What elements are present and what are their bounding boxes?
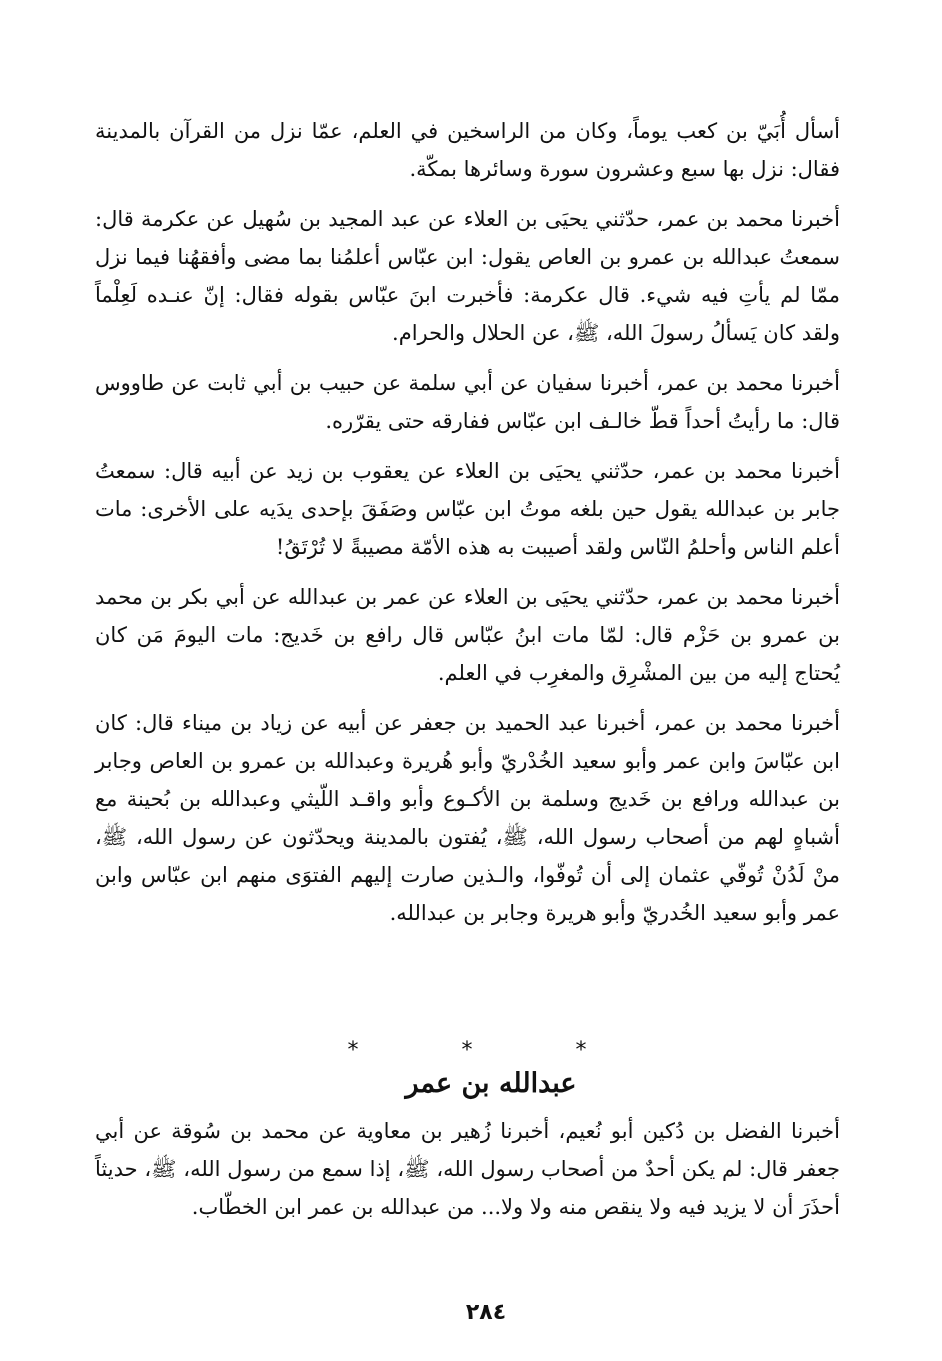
paragraph-3: أخبرنا محمد بن عمر، أخبرنا سفيان عن أبي سلمة عن حبيب بن أبي ثابت عن طاووس قال: ما رأيتُ أحداً قطّ خالـف ابن عبّاس ففارقه حتى يقرّره.: [95, 371, 840, 433]
paragraph-4: أخبرنا محمد بن عمر، حدّثني يحيَى بن العلاء عن يعقوب بن زيد عن أبيه قال: سمعتُ جابر بن عبدالله يقول حين بلغه موتُ ابن عبّاس وصَفَقَ بإحدى يدَيه على الأخرى: مات أعلم الناس وأحلمُ النّاس ولقد أصيبت به هذه الأمّة مصيبةً لا تُرْتَقُ!: [95, 459, 840, 559]
page-number: ٢٨٤: [465, 1300, 507, 1325]
section-separator: * * *: [347, 1038, 635, 1063]
paragraph-1: أسأل أُبَيّ بن كعب يوماً، وكان من الراسخين في العلم، عمّا نزل من القرآن بالمدينة فقال: نزل بها سبع وعشرون سورة وسائرها بمكّة.: [95, 119, 840, 181]
paragraph-2: أخبرنا محمد بن عمر، حدّثني يحيَى بن العلاء عن عبد المجيد بن سُهيل عن عكرمة قال: سمعتُ عبدالله بن عمرو بن العاص يقول: ابن عبّاس أعلمُنا بما مضى وأفقهُنا فيما نزل ممّا لم يأتِ فيه شيء. قال عكرمة: فأخبرت ابنَ عبّاس بقوله فقال: إنّ عنـده لَعِلْماً ولقد كان يَسألُ رسولَ الله، ﷺ، عن الحلال والحرام.: [95, 207, 840, 345]
paragraph-6: أخبرنا محمد بن عمر، أخبرنا عبد الحميد بن جعفر عن أبيه عن زياد بن ميناء قال: كان ابن عبّاسَ وابن عمر وأبو سعيد الخُدْريّ وأبو هُريرة وعبدالله بن عمرو بن العاص وجابر بن عبدالله ورافع بن خَديج وسلمة بن الأكـوع وأبو واقـد اللّيثي وعبدالله بن بُحينة مع أشباهٍ لهم من أصحاب رسول الله، ﷺ، يُفتون بالمدينة ويحدّثون عن رسول الله، ﷺ، منْ لَدُنْ تُوفّي عثمان إلى أن تُوفّوا، والـذين صارت إليهم الفتوَى منهم ابن عبّاس وابن عمر وأبو سعيد الخُدريّ وأبو هريرة وجابر بن عبدالله.: [95, 711, 840, 925]
section-title: عبدالله بن عمر: [405, 1068, 577, 1099]
paragraph-5: أخبرنا محمد بن عمر، حدّثني يحيَى بن العلاء عن عمر بن عبدالله عن أبي بكر بن محمد بن عمرو بن حَزْم قال: لمّا مات ابنُ عبّاس قال رافع بن خَديج: مات اليومَ مَن كان يُحتاج إليه من بين المشْرِق والمغرِب في العلم.: [95, 585, 840, 685]
main-text-top: [95, 112, 840, 932]
main-text-bottom: [95, 1112, 840, 1226]
paragraph-7: أخبرنا الفضل بن دُكين أبو نُعيم، أخبرنا زُهير بن معاوية عن محمد بن سُوقة عن أبي جعفر قال: لم يكن أحدٌ من أصحاب رسول الله، ﷺ، إذا سمع من رسول الله، ﷺ، حديثاً أحذَرَ أن لا يزيد فيه ولا ينقص منه ولا ولا... من عبدالله بن عمر ابن الخطّاب.: [95, 1119, 840, 1219]
